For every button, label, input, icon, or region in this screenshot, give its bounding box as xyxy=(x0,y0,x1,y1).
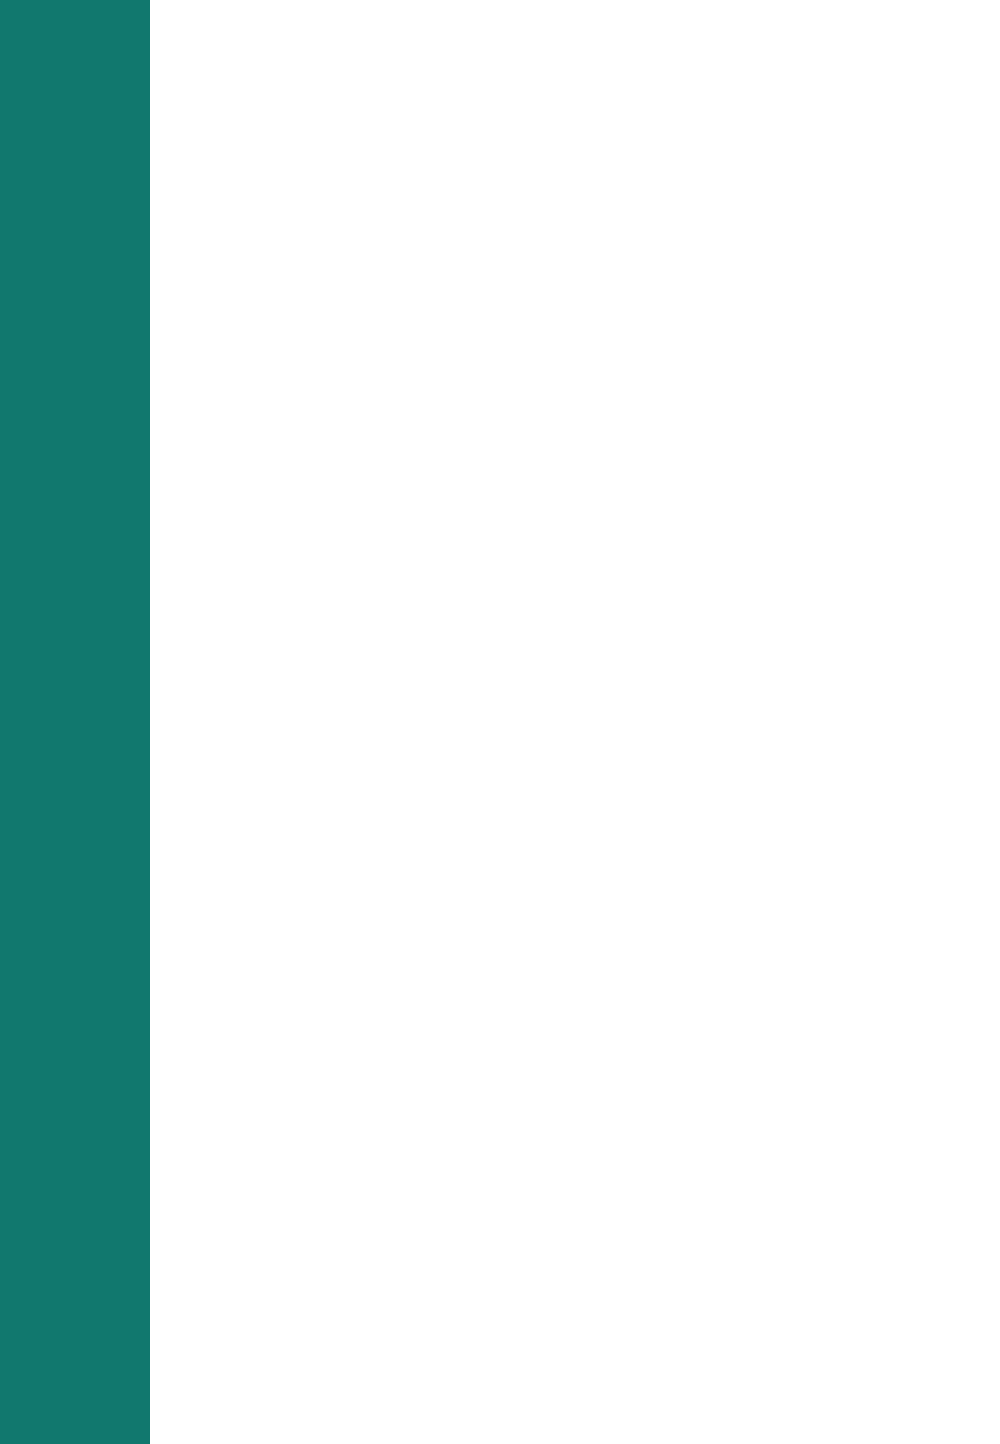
table-area xyxy=(150,0,1000,1444)
sidebar xyxy=(0,0,150,1444)
